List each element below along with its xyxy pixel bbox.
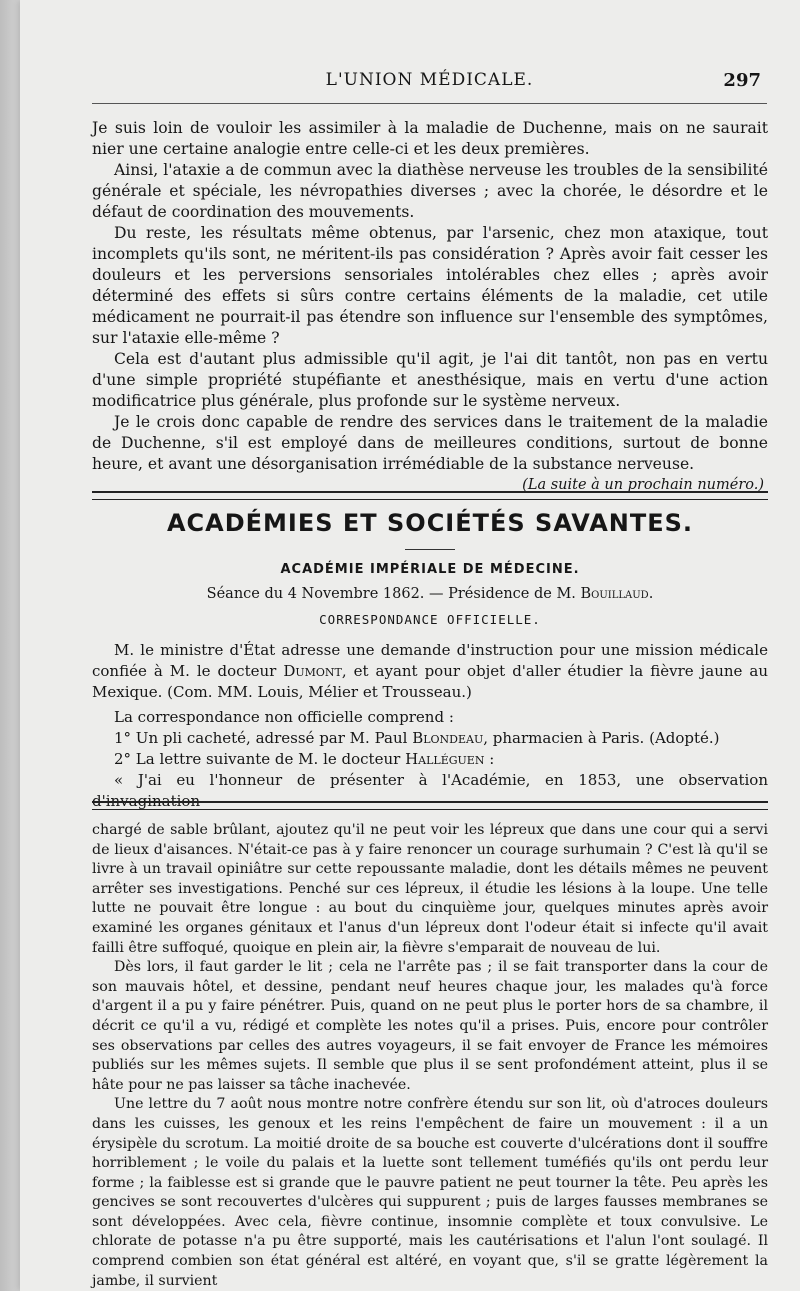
item-2-suffix: : [484, 750, 495, 768]
top-article [92, 118, 768, 493]
correspondence-title: CORRESPONDANCE OFFICIELLE. [319, 612, 541, 627]
page-header [92, 70, 767, 96]
item-1-suffix: , pharmacien à Paris. (Adopté.) [483, 729, 720, 747]
paragraph: Je le crois donc capable de rendre des services dans le traitement de la maladie de Duchenne, s'il est employé dans de meilleures conditions, surtout de bonne heure, et avant une désorganisation irrémédiable de la substance nerveuse. [92, 413, 768, 473]
official-text-1: M. le ministre d'État adresse une demande d'instruction pour une mission médicale confiée à M. le docteur [92, 641, 768, 680]
bottom-divider [92, 801, 768, 810]
section-title: ACADÉMIES ET SOCIÉTÉS SAVANTES. [166, 509, 694, 537]
section-divider [92, 491, 768, 500]
item-1 [92, 728, 768, 749]
official-text-2: , et ayant pour objet d'aller étudier la fièvre jaune au Mexique. (Com. MM. Louis, Mélier et Trousseau.) [92, 662, 768, 701]
president-name: Bouillaud [580, 586, 649, 602]
item-1-name: Blondeau [412, 729, 484, 747]
paragraph: Une lettre du 7 août nous montre notre confrère étendu sur son lit, où d'atroces douleurs dans les cuisses, les genoux et les reins l'empêchent de faire un mouvement : il a un érysipèle du scrotum. La moitié droite de sa bouche est couverte d'ulcérations dont il souffre horriblement ; le voile du palais et la luette sont tellement tuméfiés qu'ils ont perdu leur forme ; la faiblesse est si grande que le pauvre patient ne peut tourner la tête. Peu après les gencives se sont recouvertes d'ulcères qui suppurent ; puis de larges fausses membranes se sont développées. Avec cela, fièvre continue, insomnie complète et toux convulsive. Le chlorate de potasse n'a pu être supporté, mais les cautérisations et l'alun l'ont soulagé. Il comprend combien son état général est altéré, en voyant que, s'il se gratte légèrement la jambe, il survient [92, 1096, 768, 1289]
item-2-name: Halléguen [405, 750, 485, 768]
running-title: L'UNION MÉDICALE. [325, 70, 534, 90]
correspondence-body [92, 640, 768, 812]
page-number: 297 [723, 70, 761, 91]
paragraph: chargé de sable brûlant, ajoutez qu'il ne peut voir les lépreux que dans une cour qui a servi de lieux d'aisances. N'était-ce pas à y faire renoncer un courage surhumain ? C'est là qu'il se livre à un travail opiniâtre sur cette repoussante maladie, dont les détails mêmes ne peuvent arrêter ses investigations. Penché sur ces lépreux, il étudie les lésions à la loupe. Une telle lutte ne pouvait être longue : au bout du cinquième jour, quelques minutes après avoir examiné les organes génitaux et l'anus d'un lépreux dont l'odeur était si infecte qu'il avait failli être suffoqué, quoique en plein air, la fièvre s'emparait de nouveau de lui. [92, 822, 768, 956]
item-2-prefix: 2° La lettre suivante de M. le docteur [114, 750, 401, 768]
seance-prefix: Séance du 4 Novembre 1862. — Présidence de M. [206, 586, 576, 602]
paragraph: Je suis loin de vouloir les assimiler à la maladie de Duchenne, mais on ne saurait nier une certaine analogie entre celle-ci et les deux premières. [92, 119, 768, 158]
item-2 [92, 749, 768, 770]
title-rule [405, 549, 455, 550]
official-correspondence [92, 640, 768, 703]
seance-line: Séance du 4 Novembre 1862. — Présidence de M. Bouillaud. [206, 586, 654, 602]
academy-name: ACADÉMIE IMPÉRIALE DE MÉDECINE. [280, 562, 580, 577]
paragraph: Ainsi, l'ataxie a de commun avec la diathèse nerveuse les troubles de la sensibilité générale et spéciale, les névropathies diverses ; avec la chorée, le désordre et le défaut de coordination des mouvements. [92, 161, 768, 221]
official-name: Dumont [283, 662, 342, 680]
paragraph: Du reste, les résultats même obtenus, par l'arsenic, chez mon ataxique, tout incomplets qu'ils sont, ne méritent-ils pas considération ? Après avoir fait cesser les douleurs et les perversions sensoriales intolérables chez elles ; après avoir déterminé des effets si sûrs contre certains éléments de la maladie, cet utile médicament ne pourrait-il pas étendre son influence sur l'ensemble des symptômes, sur l'ataxie elle-même ? [92, 224, 768, 347]
item-1-prefix: 1° Un pli cacheté, adressé par M. Paul [114, 729, 408, 747]
letter-start: « J'ai eu l'honneur de présenter à l'Académie, en 1853, une observation d'invagination [92, 771, 768, 810]
paragraph: Dès lors, il faut garder le lit ; cela ne l'arrête pas ; il se fait transporter dans la cour de son mauvais hôtel, et dessine, pendant neuf heures chaque jour, les malades qu'à force d'argent il a pu y faire pénétrer. Puis, quand on ne peut plus le porter hors de sa chambre, il décrit ce qu'il a vu, rédigé et complète les notes qu'il a prises. Puis, encore pour contrôler ses observations par celles des autres voyageurs, il se fait envoyer de France les mémoires publiés sur les mêmes sujets. Il semble que plus il se sent profondément atteint, plus il se hâte pour ne pas laisser sa tâche inachevée. [92, 959, 768, 1093]
nonofficial-intro: La correspondance non officielle comprend : [114, 708, 454, 726]
paragraph: Cela est d'autant plus admissible qu'il agit, je l'ai dit tantôt, non pas en vertu d'une simple propriété stupéfiante et anesthésique, mais en vertu d'une action modificatrice plus générale, plus profonde sur le système nerveux. [92, 350, 768, 410]
page-edge [0, 0, 20, 1291]
bottom-article [92, 821, 768, 1291]
header-rule [92, 103, 767, 104]
continuation-note: (La suite à un prochain numéro.) [522, 477, 764, 493]
